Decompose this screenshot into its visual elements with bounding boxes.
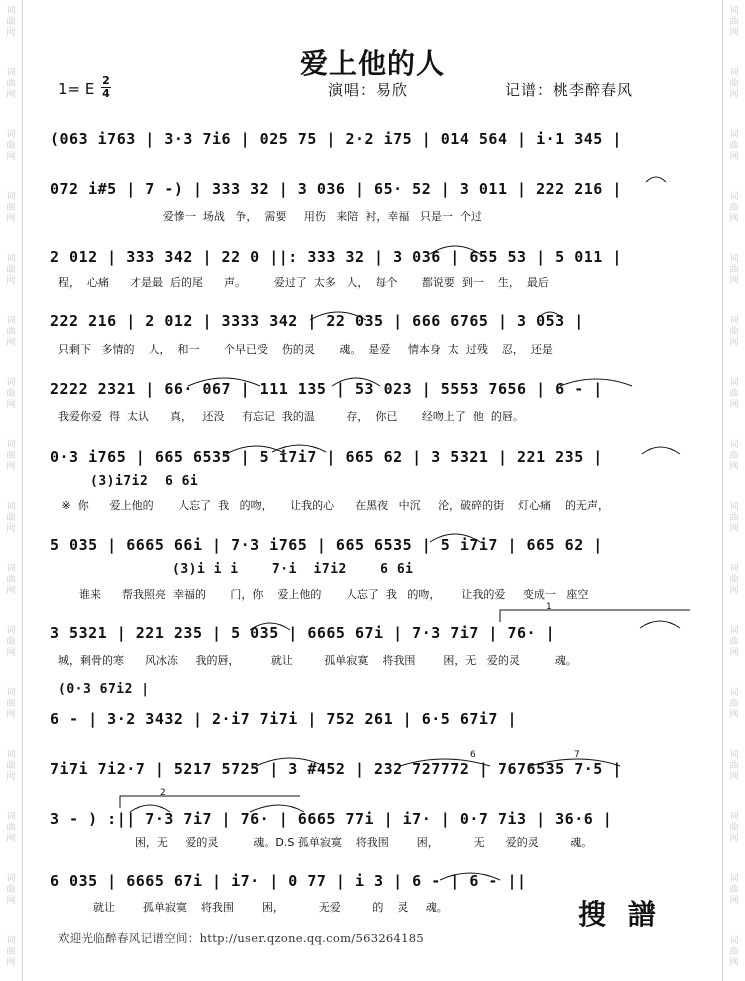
slur-mark [250,623,290,630]
site-logo-text: 搜 譜 [578,898,662,931]
site-logo [578,893,662,933]
watermark-chip: 词 曲 网 [6,254,16,286]
watermark-chip: 词 曲 网 [6,130,16,162]
lyric-line: ※ 你 爱上他的 人忘了 我 的吻， 让我的心 在黑夜 中沉 沦，破碎的街 灯心痛 的无声， [58,499,610,512]
slur-mark [332,378,380,386]
slur-mark [538,312,562,318]
music-line: 072 i#5 | 7 -) | 333 32 | 3 036 | 65· 52 | 3 011 | 222 216 | [50,180,622,198]
music-line: 7i7i 7i2·7 | 5217 5725 | 3 #452 | 232 727772 | 7676535 7·5 | [50,760,622,778]
music-line: 2222 2321 | 66· 067 | 111 135 | 53 023 | 5553 7656 | 6 - | [50,380,603,398]
watermark-chip: 词 曲 网 [729,316,739,348]
watermark-chip: 词 曲 网 [6,564,16,596]
watermark-chip: 词 曲 网 [6,68,16,100]
watermark-chip: 词 曲 网 [729,68,739,100]
singer-credit: 演唱：易欣 [328,81,409,99]
volta-number-1: 1 [546,602,552,612]
music-line: 2 012 | 333 342 | 22 0 ||: 333 32 | 3 036 | 655 53 | 5 011 | [50,248,622,266]
music-line: (063 i763 | 3·3 7i6 | 025 75 | 2·2 i75 | 014 564 | i·1 345 | [50,130,622,148]
watermark-chip: 词 曲 网 [729,750,739,782]
watermark-chip: 词 曲 网 [729,688,739,720]
slur-mark [130,805,170,812]
music-line: 5 035 | 6665 66i | 7·3 i765 | 665 6535 | 5 i7i7 | 665 62 | [50,536,603,554]
slur-mark [530,759,620,766]
volta-bracket-2 [120,796,300,808]
lyric-line: 就让 孤单寂寞 将我围 困， 无爱 的 灵 魂。 [58,901,448,914]
watermark-chip: 词 曲 网 [6,874,16,906]
watermark-chip: 词 曲 网 [6,316,16,348]
watermark-chip: 词 曲 网 [729,812,739,844]
watermark-chip: 词 曲 网 [729,874,739,906]
meter-bottom: 4 [102,87,110,100]
tuplet-mark-6: 6 [470,750,476,760]
slur-mark [430,246,480,254]
watermark-chip: 词 曲 网 [729,130,739,162]
slur-mark [642,447,680,454]
lyric-line: 只剩下 多情的 人， 和一 个早已受 伤的灵 魂。 是爱 情本身 太 过残 忍， 还是 [58,343,553,356]
watermark-chip: 词 曲 网 [6,378,16,410]
watermark-chip: 词 曲 网 [729,502,739,534]
slur-mark [188,378,260,386]
slur-mark [440,873,500,880]
slur-mark [310,312,366,320]
harmony-line: (3)i i i 7·i i7i2 6 6i [172,562,414,577]
lyric-line: 程， 心痛 才是最 后的尾 声。 爱过了 太多 人， 每个 都说要 到一 生， 最后 [58,276,549,289]
music-line: 3 5321 | 221 235 | 5 035 | 6665 67i | 7·3 7i7 | 76· | [50,624,556,642]
watermark-chip: 词 曲 网 [6,936,16,968]
notator-credit: 记谱：桃李醉春风 [505,81,634,99]
volta-number-2: 2 [160,788,166,798]
watermark-chip: 词 曲 网 [6,502,16,534]
watermark-chip: 词 曲 网 [729,6,739,38]
alt-intro-line: (0·3 67i2 | [58,682,150,697]
watermark-chip: 词 曲 网 [729,936,739,968]
watermark-chip: 词 曲 网 [729,254,739,286]
music-line: 3 - ) :|| 7·3 7i7 | 76· | 6665 77i | i7· | 0·7 7i3 | 36·6 | [50,810,613,828]
lyric-line: 困，无 爱的灵 魂。D.S 孤单寂寞 将我围 困， 无 爱的灵 魂。 [58,836,593,849]
slur-mark [560,379,632,386]
song-title: 爱上他的人 [299,47,445,80]
key-signature: 1= E [58,80,95,98]
slur-mark [250,805,304,812]
watermark-chip: 词 曲 网 [6,688,16,720]
music-line: 6 - | 3·2 3432 | 2·i7 7i7i | 752 261 | 6·5 67i7 | [50,710,518,728]
slur-mark [640,621,680,628]
meter-top: 2 [102,74,110,87]
music-line: 222 216 | 2 012 | 3333 342 | 22 035 | 666 6765 | 3 053 | [50,312,584,330]
watermark-chip: 词 曲 网 [729,192,739,224]
music-line: 0·3 i765 | 665 6535 | 5 i7i7 | 665 62 | 3 5321 | 221 235 | [50,448,603,466]
footer-credit: 欢迎光临醉春风记谱空间：http://user.qzone.qq.com/563264185 [58,931,425,945]
lyric-line: 爱慘一 场战 争， 需要 用伤 来陪 衬，幸福 只是一 个过 [58,210,482,223]
watermark-chip: 词 曲 网 [729,626,739,658]
lyric-line: 谁来 帮我照亮 幸福的 门，你 爱上他的 人忘了 我 的吻， 让我的爱 变成一 座空 [58,588,589,601]
watermark-chip: 词 曲 网 [6,626,16,658]
harmony-line: (3)i7i2 6 6i [90,474,199,489]
lyric-line: 城，剩骨的寒 风冰冻 我的唇， 就让 孤单寂寞 将我围 困，无 爱的灵 魂。 [58,654,577,667]
watermark-chip: 词 曲 网 [6,440,16,472]
watermark-chip: 词 曲 网 [6,812,16,844]
slur-mark [400,759,490,766]
watermark-chip: 词 曲 网 [6,6,16,38]
slur-mark [646,177,666,182]
slur-mark [430,534,480,542]
watermark-chip: 词 曲 网 [729,564,739,596]
volta-bracket-1 [500,610,690,622]
watermark-chip: 词 曲 网 [729,440,739,472]
lyric-line: 我爱你爱 得 太认 真， 还没 有忘记 我的温 存， 你已 经吻上了 他 的唇。 [58,410,524,423]
watermark-chip: 词 曲 网 [729,378,739,410]
music-line: 6 035 | 6665 67i | i7· | 0 77 | i 3 | 6 - | 6 - || [50,872,527,890]
watermark-chip: 词 曲 网 [6,192,16,224]
slur-mark [256,758,324,766]
tuplet-mark-7: 7 [574,750,580,760]
watermark-chip: 词 曲 网 [6,750,16,782]
